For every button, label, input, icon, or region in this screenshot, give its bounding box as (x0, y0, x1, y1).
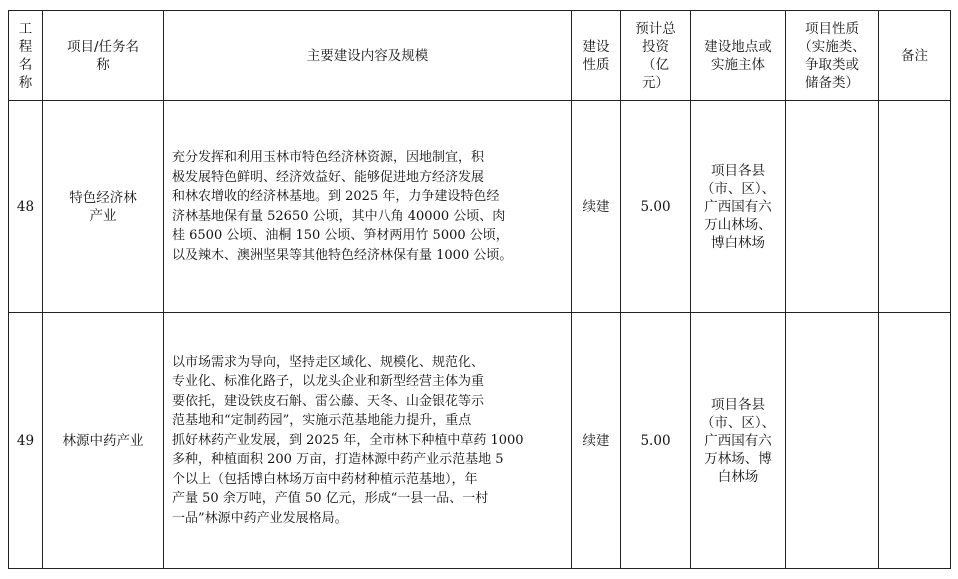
row-remark (879, 313, 951, 569)
text-line: 充分发挥和利用玉林市特色经济林资源，因地制宜，积 (172, 150, 485, 165)
project-table (8, 10, 951, 569)
text-line: 性质 (582, 56, 610, 73)
text-line: 博白林场 (711, 234, 765, 251)
text-line: 多种，种植面积 200 万亩，打造林源中药产业示范基地 5 (172, 452, 504, 468)
row-number: 48 (9, 101, 43, 313)
row-item (43, 101, 164, 313)
text-line: 和林农增收的经济林基地。到 2025 年，力争建设特色经 (172, 189, 500, 204)
text-line: 程 (18, 38, 33, 55)
text-line: 以及辣木、澳洲坚果等其他特色经济林保有量 1000 公顷。 (172, 247, 513, 263)
text-line: 一品”林源中药产业发展格局。 (172, 510, 348, 526)
text-line: 项目性质 (805, 20, 859, 37)
table-row (9, 313, 951, 569)
header-nature (572, 11, 621, 101)
row-content (164, 313, 572, 569)
text-line: 要依托，建设铁皮石斛、雷公藤、天冬、山金银花等示 (172, 393, 485, 409)
header-row (9, 11, 951, 101)
header-investment (621, 11, 691, 101)
text-line: 产业 (89, 207, 117, 224)
text-line: （市、区）、 (700, 414, 776, 431)
table-row (9, 101, 951, 313)
text-line: 万林场、博 (704, 450, 772, 467)
text-line: 实施主体 (711, 56, 765, 73)
text-line: 广西国有六 (704, 432, 772, 449)
text-line: 储备类） (805, 74, 859, 91)
row-nature: 续建 (572, 313, 621, 569)
text-line: 林源中药产业 (62, 432, 144, 449)
header-remark: 备注 (879, 11, 951, 101)
text-line: 项目/任务名 (66, 38, 140, 55)
row-item (43, 313, 164, 569)
row-location (691, 101, 786, 313)
text-line: 范基地和“定制药园”，实施示范基地能力提升，重点 (172, 413, 472, 429)
text-line: 预计总 (635, 20, 676, 37)
header-item (43, 11, 164, 101)
row-nature: 续建 (572, 101, 621, 313)
row-location (691, 313, 786, 569)
text-line: 济林基地保有量 52650 公顷，其中八角 40000 公顷、肉 (172, 208, 506, 224)
header-project-name (9, 11, 43, 101)
text-line: （市、区）、 (700, 180, 776, 197)
text-line: 建设地点或 (704, 38, 772, 55)
row-category (786, 101, 879, 313)
text-line: 项目各县 (711, 162, 765, 179)
text-line: 称 (18, 74, 33, 91)
text-line: 名 (18, 56, 33, 73)
row-content (164, 101, 572, 313)
row-investment: 5.00 (621, 101, 691, 313)
row-number: 49 (9, 313, 43, 569)
header-location (691, 11, 786, 101)
text-line: 抓好林药产业发展，到 2025 年，全市林下种植中草药 1000 (172, 432, 524, 448)
text-line: 桂 6500 公顷、油桐 150 公顷、笋材两用竹 5000 公顷， (172, 228, 509, 243)
row-investment: 5.00 (621, 313, 691, 569)
header-category (786, 11, 879, 101)
text-line: 万山林场、 (704, 216, 772, 233)
text-line: 元） (642, 74, 669, 91)
text-line: （亿 (642, 56, 669, 73)
text-line: （实施类、 (798, 38, 866, 55)
text-line: 以市场需求为导向，坚持走区域化、规模化、规范化、 (172, 354, 485, 370)
row-remark (879, 101, 951, 313)
text-line: 建设 (582, 38, 610, 55)
text-line: 特色经济林 (69, 189, 137, 206)
text-line: 个以上（包括博白林场万亩中药材种植示范基地），年 (172, 471, 478, 487)
text-line: 广西国有六 (704, 198, 772, 215)
text-line: 争取类或 (805, 56, 859, 73)
text-line: 称 (96, 56, 110, 73)
text-line: 专业化、标准化路子，以龙头企业和新型经营主体为重 (172, 374, 485, 390)
row-category (786, 313, 879, 569)
text-line: 白林场 (717, 468, 759, 485)
text-line: 工 (18, 20, 33, 37)
header-content: 主要建设内容及规模 (164, 11, 572, 101)
text-line: 投资 (642, 38, 669, 55)
text-line: 产量 50 余万吨，产值 50 亿元，形成“一县一品、一村 (172, 491, 489, 507)
text-line: 项目各县 (711, 396, 765, 413)
text-line: 极发展特色鲜明、经济效益好、能够促进地方经济发展 (172, 169, 485, 185)
